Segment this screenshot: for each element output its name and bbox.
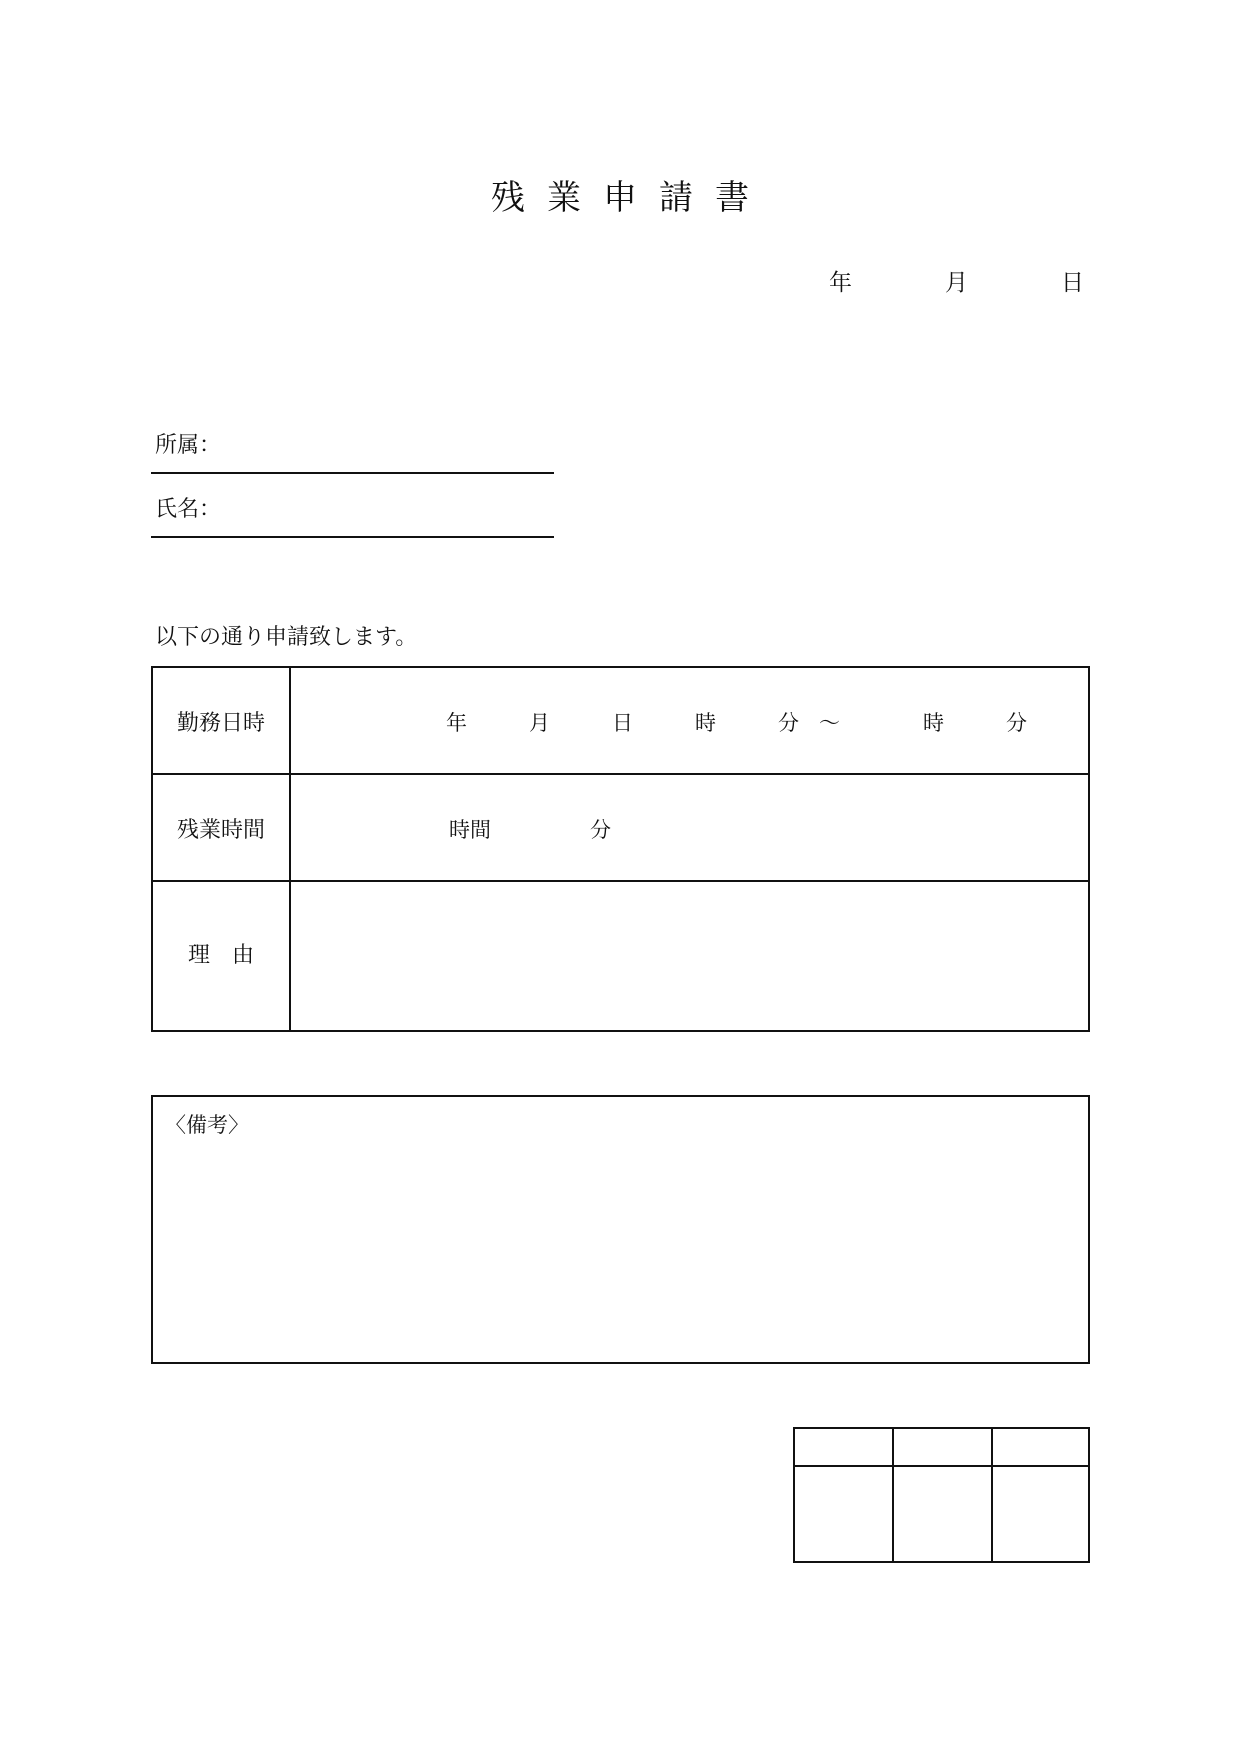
time-range-tilde: ～ (819, 711, 840, 735)
overtime-minutes-label: 分 (590, 818, 611, 842)
work-day-label: 日 (612, 711, 633, 735)
table-column-divider (289, 668, 291, 1030)
work-end-hour-label: 時 (923, 711, 944, 735)
work-datetime-label: 勤務日時 (176, 711, 265, 736)
reason-label: 理 由 (187, 943, 254, 968)
name-field-line[interactable] (151, 536, 554, 538)
overtime-label: 残業時間 (176, 818, 265, 843)
work-start-hour-label: 時 (695, 711, 716, 735)
remarks-label: 〈備考〉 (165, 1113, 249, 1137)
application-table (151, 666, 1090, 1032)
work-month-label: 月 (529, 711, 550, 735)
work-start-minute-label: 分 (778, 711, 799, 735)
stamp-column-divider (892, 1429, 894, 1561)
page-title: 残業申請書 (491, 178, 771, 218)
header-day-label: 日 (1061, 270, 1084, 296)
reason-input-area[interactable] (292, 883, 1088, 1030)
affiliation-label: 所属： (155, 433, 222, 458)
header-month-label: 月 (945, 270, 968, 296)
table-row-divider (153, 773, 1088, 775)
affiliation-field-line[interactable] (151, 472, 554, 474)
approval-stamp-boxes (793, 1427, 1090, 1563)
table-row-divider (153, 880, 1088, 882)
stamp-column-divider (991, 1429, 993, 1561)
work-year-label: 年 (446, 711, 467, 735)
header-year-label: 年 (829, 270, 852, 296)
intro-text: 以下の通り申請致します。 (155, 625, 418, 650)
name-label: 氏名： (155, 497, 222, 522)
work-end-minute-label: 分 (1006, 711, 1027, 735)
remarks-box[interactable] (151, 1095, 1090, 1364)
stamp-header-divider (795, 1465, 1088, 1467)
overtime-hours-label: 時間 (449, 818, 491, 842)
